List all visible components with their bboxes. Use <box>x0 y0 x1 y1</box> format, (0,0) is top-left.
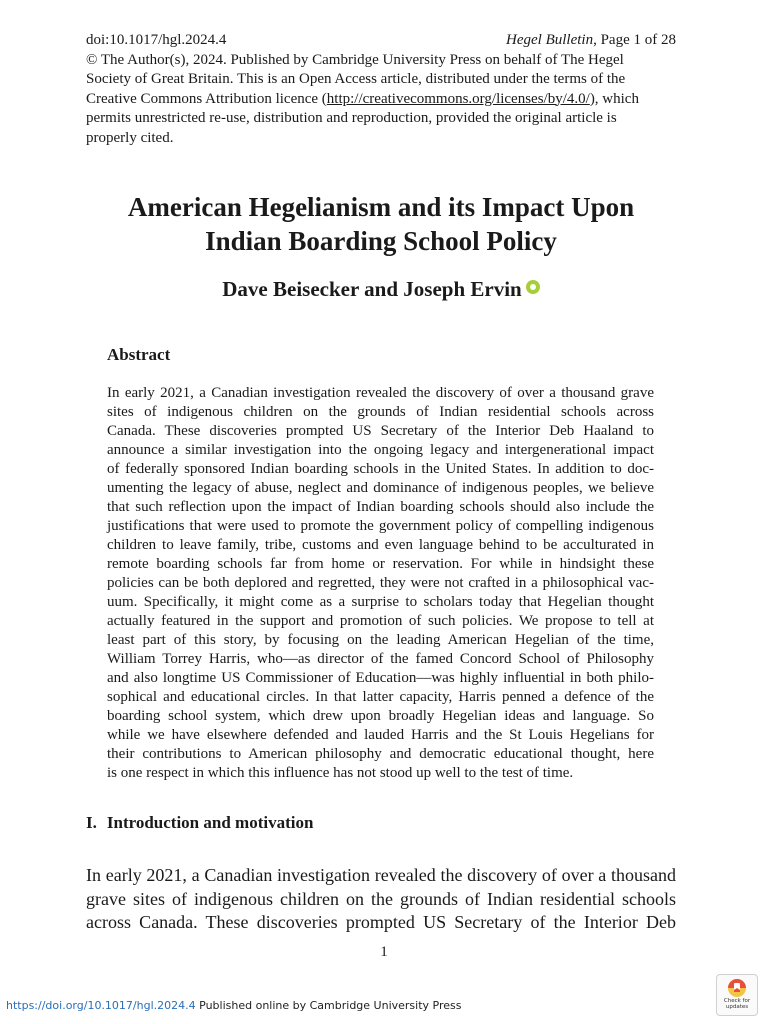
check-for-updates-icon <box>727 978 747 998</box>
abstract-line: of federally sponsored Indian boarding schools in the United States. In addition to doc- <box>107 461 654 477</box>
abstract-heading: Abstract <box>107 345 171 364</box>
section-heading <box>86 813 313 833</box>
page-number: 1 <box>380 944 388 960</box>
abstract-line: that such reflection upon the impact of Indian boarding schools should also include the <box>107 499 654 515</box>
section-title: Introduction and motivation <box>106 813 314 832</box>
abstract-line: is one respect in which this influence has not stood up well to the test of time. <box>107 765 574 781</box>
abstract-line: least part of this story, by focusing on the leading American Hegelian of the time, <box>107 632 654 648</box>
abstract-line: justifications that were used to promote the government policy of compelling indigenous <box>107 518 654 534</box>
abstract-line: sophical and educational circles. In that latter capacity, Harris penned a defence of the <box>107 689 654 705</box>
license-line: permits unrestricted re-use, distribution and reproduction, provided the original article is <box>86 110 617 126</box>
abstract-line: umenting the legacy of abuse, neglect and dominance of indigenous peoples, we believe <box>107 480 654 496</box>
footer-published: Published online by Cambridge University Press <box>195 999 462 1012</box>
body-text <box>86 864 676 935</box>
orcid-icon[interactable] <box>526 280 540 294</box>
abstract-line: boarding school system, which drew upon broadly Hegelian ideas and language. So <box>107 708 654 724</box>
abstract-line: sites of indigenous children on the grounds of Indian residential schools across <box>107 404 654 420</box>
license-line: © The Author(s), 2024. Published by Cambridge University Press on behalf of The Hegel <box>86 51 624 68</box>
license-line: Creative Commons Attribution licence (http://creativecommons.org/licenses/by/4.0/), which <box>86 90 639 107</box>
abstract-line: In early 2021, a Canadian investigation revealed the discovery of over a thousand grave <box>107 385 654 401</box>
abstract-line: and also longtime US Commissioner of Education—was highly influential in both philo- <box>107 670 654 686</box>
article-header <box>86 31 676 148</box>
abstract-line: uum. Specifically, it might come as a surprise to scholars today that Hegelian thought <box>107 594 654 610</box>
check-updates-label-2: updates <box>725 1004 749 1010</box>
authors <box>86 275 676 303</box>
journal-name: Hegel Bulletin <box>506 32 594 48</box>
page-info: , Page 1 of 28 <box>593 32 676 48</box>
body-line: across Canada. These discoveries prompted US Secretary of the Interior Deb <box>86 912 676 932</box>
license-link[interactable]: http://creativecommons.org/licenses/by/4.0/ <box>326 90 590 107</box>
check-updates-label-1: Check for <box>723 998 751 1004</box>
license-line: Society of Great Britain. This is an Open Access article, distributed under the terms of the <box>86 71 626 87</box>
abstract-line: Canada. These discoveries prompted US Secretary of the Interior Deb Haaland to <box>107 423 654 439</box>
section-number: I. <box>86 813 97 832</box>
title-line: American Hegelianism and its Impact Upon <box>127 192 635 222</box>
header-top-row <box>86 31 676 51</box>
footer-doi-link[interactable]: https://doi.org/10.1017/hgl.2024.4 <box>6 999 196 1012</box>
abstract-line: remote boarding schools far from home or reservation. For while in hindsight these <box>107 556 654 572</box>
abstract-line: announce a similar investigation into the ongoing legacy and intergenerational impact <box>107 442 654 458</box>
abstract-body <box>107 384 654 783</box>
body-line: grave sites of indigenous children on the grounds of Indian residential schools <box>86 888 676 909</box>
journal-page-info <box>506 31 676 51</box>
doi: doi:10.1017/hgl.2024.4 <box>86 32 227 48</box>
author-names: Dave Beisecker and Joseph Ervin <box>222 277 522 301</box>
license-line: properly cited. <box>86 129 174 146</box>
title-line: Indian Boarding School Policy <box>205 226 557 256</box>
abstract-line: while we have elsewhere defended and lauded Harris and the St Louis Hegelians for <box>107 727 654 743</box>
abstract-line: their contributions to American philosophy and democratic educational thought, here <box>107 746 654 762</box>
abstract-line: children to leave family, tribe, customs and even language behind to be acculturated in <box>107 537 654 553</box>
abstract-line: actually featured in the support and promotion of such policies. We propose to tell at <box>107 613 654 629</box>
license-statement <box>86 51 676 149</box>
abstract-line: policies can be both deplored and regretted, they were not crafted in a philosophical vac- <box>107 575 654 591</box>
footer <box>6 999 462 1012</box>
check-for-updates-button[interactable] <box>716 974 758 1016</box>
abstract-line: William Torrey Harris, who—as director of the famed Concord School of Philosophy <box>107 651 654 667</box>
article-title <box>86 190 676 258</box>
body-line: In early 2021, a Canadian investigation revealed the discovery of over a thousand <box>86 865 676 885</box>
